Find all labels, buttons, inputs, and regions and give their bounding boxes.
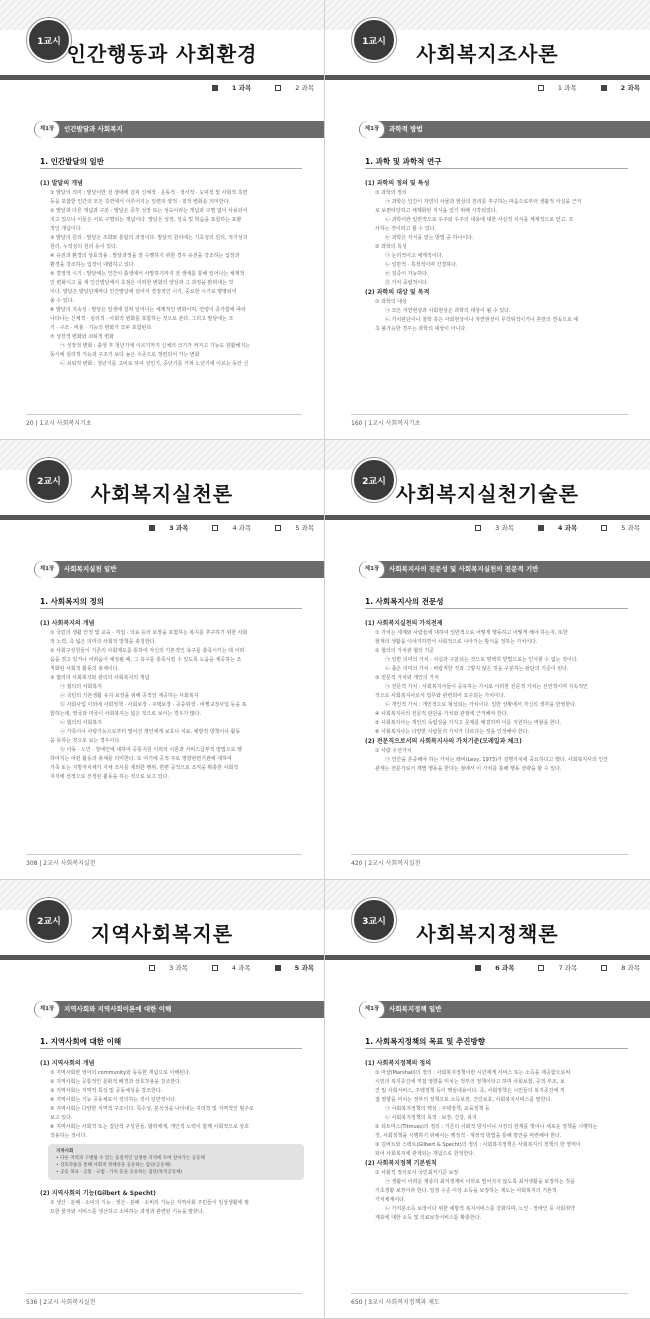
body-line: ② 티트머스(Titmuss)의 정의 : 기존의 사회적 방식이나 시장의 한계를 벗어나 새로운 정책을 시행하는 — [375, 1124, 598, 1130]
body-line: 측 불가능한 경우는 과학의 대상이 아니다. — [375, 326, 467, 332]
body-line: ③ 지역사회는 지역적 특성 및 공동체성을 강조한다. — [50, 1088, 163, 1094]
checkbox-icon — [475, 965, 481, 971]
subject-tab: 1 과목 — [526, 84, 577, 92]
body-line: 가족 또는 지방자치체가 자체 조사를 제외한 행위. 한편 공적으로 조직을 확충한 사회적 — [50, 765, 239, 771]
body-line: ① 과학의 정의 — [375, 190, 407, 196]
body-line: 환경을 강조하는 입장이 대립하고 있다. — [50, 262, 136, 268]
body-line: ⑦ 성장적 변화와 쇠퇴적 변화 — [50, 334, 114, 340]
title-rule — [0, 955, 324, 960]
chapter-bar — [359, 561, 650, 578]
section-rule — [40, 608, 302, 609]
book-page — [325, 880, 650, 1319]
body-line: ② 사회구성원들이 기존의 사회제도를 통하여 자신의 기본적인 욕구를 충족시키는 데 어려 — [50, 648, 245, 654]
body-line: 함하는데, 영국과 미국이 사회복지는 넓은 것으로 보이는 경우가 많다. — [50, 711, 202, 717]
checkbox-icon — [212, 965, 218, 971]
subject-tabs — [125, 523, 314, 532]
checkbox-icon — [538, 85, 544, 91]
subsection-heading: (1) 발달의 개념 — [40, 180, 83, 187]
body-line: 가치체계이다. — [375, 1197, 406, 1203]
page-body — [365, 178, 630, 333]
body-line: ① 사람 우선가치 — [375, 748, 412, 754]
subsection-heading: (1) 사회복지의 개념 — [40, 620, 95, 627]
body-line: 을 뜻하는 것으로 보는 경우이다. — [50, 738, 121, 744]
chapter-bar — [34, 121, 324, 138]
body-line: ① 마샬(Marshall)의 정의 : 사회복지정책이란 시민에게 서비스 또는 소득을 제공함으로써 — [375, 1070, 571, 1076]
page-footer: 20 | 1교시 사회복지기초 — [26, 420, 92, 427]
body-line: ⑤ 지역사회는 다양한 지역적 구조이다. 특수성, 분석성을 나타내는 지리적 및 지역적인 범주로 — [50, 1106, 254, 1112]
section-heading: 1. 인간발달의 일반 — [40, 157, 105, 166]
body-line: ③ 협의의 사회복지와 광의의 사회복지의 개념 — [50, 675, 150, 681]
body-line: ㉡ 가처분소득 보장이다 위한 예방적 복지서비스를 강화하며, 노인 · 장애인 등 사회취약 — [385, 1206, 575, 1212]
subject-tabs — [188, 83, 314, 92]
body-line: 작용하는 것이다. — [50, 1133, 87, 1139]
checkbox-icon — [601, 525, 607, 531]
body-line: 것으로 사회복지사로서 업무와 관련되어 요구되는 가치이다. — [375, 693, 506, 699]
body-line: ⓑ 사회사업 이외에 사회정책 · 사회보장 · 주택보장 · 공중위생 · 비행교정사업 등을 포 — [60, 702, 247, 708]
body-line: 직화된 사회적 활동의 총체이다. — [50, 666, 120, 672]
chapter-bar — [359, 1001, 650, 1018]
section-rule — [40, 1048, 302, 1049]
page-title: 사회복지정책론 — [416, 922, 559, 946]
body-line: ㉡ 협의의 사회복지 — [60, 720, 102, 726]
subject-tab: 1 과목 — [200, 84, 251, 92]
page-footer: 308 | 2교시 사회복지실천 — [26, 860, 96, 867]
page-title: 인간행동과 사회환경 — [66, 42, 258, 66]
subject-tab: 7 과목 — [526, 964, 577, 972]
body-line: 사하는 것이라고 할 수 있다. — [375, 226, 437, 232]
body-line: 인 변화이고 몸 세 인간발달에서 초점은 이러한 변화의 양상과 그 과정을 밝혀내는 것 — [50, 280, 234, 286]
chapter-badge: 제1장 — [34, 121, 60, 138]
subject-tab: 5 과목 — [589, 524, 640, 532]
body-line: 이다. 발달은 발달단계마다 인간발달에 있어서 결정적인 시기, 중요한 시기로 명명되어 — [50, 289, 237, 295]
subsection-heading: (2) 전문직으로서의 사회복지사의 가치기준(모레일과 체크) — [365, 738, 522, 745]
body-line: ㉠ 논리적이고 체계적이다. — [385, 253, 444, 259]
checkbox-icon — [149, 525, 155, 531]
subject-tab: 4 과목 — [526, 524, 577, 532]
title-rule — [0, 75, 324, 80]
box-line: • 상호작용을 통해 사회적 정체성을 공유하는 집단(공동체) — [56, 1163, 171, 1168]
body-line: 지고 있으나 이들은 서로 구별되는 개념이다. 발달은 성장, 성숙 및 학습을 포함하는 포괄 — [50, 217, 242, 223]
session-badge: 1교시 — [352, 18, 396, 62]
checkbox-icon — [475, 525, 481, 531]
section-heading: 1. 사회복지의 정의 — [40, 597, 105, 606]
subject-tabs — [451, 963, 640, 972]
body-line: ㉠ 성장적 변화 : 출생 후 청년기에 이르기까지 신체의 크기가 커지고 기능도 원활해지는 — [60, 343, 250, 349]
checkbox-icon — [149, 965, 155, 971]
page-footer: 650 | 3교시 사회복지정책과 제도 — [351, 1299, 440, 1306]
body-line: ㉡ 쇠퇴적 변화 : 청년기를 고비로 하여 성인기, 중년기를 거쳐 노년기에 이르는 동안 신 — [60, 361, 249, 367]
body-line: 기 · 구조 · 비율 · 기능의 변화가 모두 포함된다. — [50, 325, 153, 331]
box-line: • 공동 목표 · 공통 · 규범 · 가치 등을 공유하는 집단(목적공동체) — [56, 1170, 183, 1175]
session-badge: 3교시 — [352, 898, 396, 942]
body-line: 건 및 사회서비스, 주택정책 등이 핵심내용이다. 즉, 사회정책은 시민들의 복지증진에 직 — [375, 1088, 565, 1094]
subsection-heading: (2) 사회복지정책 기본원칙 — [365, 1160, 437, 1167]
box-title: 지역사회 — [56, 1149, 74, 1154]
chapter-title: 사회복지실천 일반 — [64, 565, 117, 573]
section-rule — [40, 168, 302, 169]
chapter-title: 사회복지사의 전문성 및 사회복지실천의 전문적 기반 — [389, 565, 539, 573]
page-footer: 420 | 2교시 사회복지실천 — [351, 860, 421, 867]
body-line: ㉣ 가치 중립적이다. — [385, 280, 429, 286]
body-line: ㉢ 검증이 가능하다. — [385, 271, 429, 277]
chapter-badge: 제1장 — [34, 1001, 60, 1018]
body-line: ⑥ 발달의 지속성 : 발달은 일생에 걸쳐 일어나는 체계적인 변화이며, 연령이 증가함에 따라 — [50, 307, 246, 313]
section-rule — [365, 608, 628, 609]
body-line: ㉠ 협의의 사회복지 — [60, 684, 102, 690]
title-rule — [325, 955, 650, 960]
body-line: ④ 유전과 환경의 상호작용 : 발달과정을 잘 수행하기 위한 경우 유전을 강조하는 입장과 — [50, 253, 240, 259]
body-line: ㉠ 모든 자연현상과 사회현상은 과학의 대상이 될 수 있다. — [385, 308, 511, 314]
footer-rule — [351, 414, 628, 415]
book-page — [0, 440, 325, 880]
subject-tab: 3 과목 — [463, 524, 514, 532]
subsection-heading: (2) 지역사회의 기능(Gilbert & Specht) — [40, 1190, 156, 1197]
body-line: 보고 있다. — [50, 1115, 73, 1121]
page-title: 지역사회복지론 — [90, 922, 234, 946]
subject-tab: 6 과목 — [463, 964, 514, 972]
body-line: 로 보편타당하고 체계화된 지식을 얻기 위해 시작되었다. — [375, 208, 498, 214]
book-page — [325, 0, 650, 440]
subject-tab: 3 과목 — [137, 964, 188, 972]
checkbox-icon — [275, 525, 281, 531]
body-line: 적인 개념이다. — [50, 226, 83, 232]
checkbox-icon — [538, 525, 544, 531]
book-page — [0, 880, 325, 1319]
subject-tab: 5 과목 — [263, 524, 314, 532]
page-title: 사회복지실천기술론 — [396, 482, 579, 506]
footer-rule — [351, 1293, 628, 1294]
chapter-title: 인간발달과 사회복지 — [64, 125, 123, 133]
body-line: 원리, 누적성의 원리 등이 있다. — [50, 244, 118, 250]
body-line: 기초생활 보장이라 한다. 일정 수준 이상 소득을 보장하는 제도는 사회복지의 기본적 — [375, 1188, 557, 1194]
section-rule — [365, 168, 628, 169]
body-line: ㉠ 인간을 존중해야 하는 가치는 레비(Levy, 1973)가 설명가치에 중요하다고 했다. 사회복지사의 인간 — [385, 757, 609, 763]
body-line: ① 사회적 정의로서 국민최저기준 보장 — [375, 1170, 459, 1176]
section-heading: 1. 과학 및 과학적 연구 — [365, 157, 442, 166]
body-line: 적 노력, 즉 넓은 의미의 사회적 방책을 총칭한다. — [50, 639, 157, 645]
body-line: ③ 발달의 원리 : 발달은 조화와 통합의 과정이다. 발달의 원리에는 기초성의 원리, 적기성의 — [50, 235, 248, 241]
body-line: ㉠ 사회복지정책의 핵심 : 주택정책, 교육정책 등 — [385, 1106, 490, 1112]
body-line: ㉡ 과학이란 일반적으로 우주와 우주의 내용에 대한 사실적 지식을 체계적으로 얻고, 조 — [385, 217, 574, 223]
subject-tab: 5 과목 — [263, 964, 314, 972]
body-line: 되어 사회복지에 관계되는 개념으로 한정한다. — [375, 1151, 475, 1157]
body-line: 요한 물자와 서비스를 생산하고 소비하는 과정과 관련된 기능을 말한다. — [50, 1209, 205, 1215]
body-line: ① 발달의 의미 : 발달이란 전 생애에 걸쳐 신체적 · 운동적 · 정서적 · 도덕적 및 사회적 측면 — [50, 190, 248, 196]
subject-tab: 3 과목 — [137, 524, 188, 532]
body-line: ② 발달과 다른 개념과 구분 : 발달은 증후 성장 또는 성숙이라는 개념과 구별 없이 사용되어 — [50, 208, 248, 214]
title-rule — [325, 515, 650, 520]
page-body — [365, 1058, 630, 1222]
body-line: 나타나는 신체적 · 심리적 · 사회적 변화를 포함하는 것으로 본다. 그리고 발달에는 크 — [50, 316, 234, 322]
session-badge: 2교시 — [27, 898, 71, 942]
chapter-badge: 제1장 — [34, 561, 60, 578]
checkbox-icon — [275, 85, 281, 91]
subsection-heading: (1) 지역사회의 개념 — [40, 1060, 95, 1067]
page-title: 사회복지실천론 — [90, 482, 234, 506]
body-line: ② 과학의 특성 — [375, 244, 407, 250]
body-line: ⓐ 국민의 기본생활 유지·보장을 위해 공적인 제공하는 사회복지 — [60, 693, 199, 699]
body-line: ㉡ 개인적 가치 : 개인적으로 형성되는 가치이다. 일반 상황에서 자신의 생각을 반영한다. — [385, 702, 577, 708]
body-line: 지식에 선정으로 선정된 활동을 하는 것으로 보고 있다. — [50, 774, 169, 780]
body-line: ⑤ 결정적 시기 : 발달에는 인간이 출생에서 사망하기까지 전 생애를 통해 일어나는 체계적 — [50, 271, 245, 277]
body-line: ㉢ 과학은 지식을 얻는 방법 중 하나이다. — [385, 235, 474, 241]
body-line: ㉠ 과학은 인간이 자연의 사물과 현상의 원리를 추구하는 마음으로부터 생활적 사실을 근거 — [385, 199, 582, 205]
chapter-bar — [34, 561, 324, 578]
body-line: 움을 겪고 있거나 어려움이 예상될 때, 그 욕구를 충족시킬 수 있도록 도움을 제공하는 조 — [50, 657, 242, 663]
body-line: 하여지는 어떤 활동의 총체를 의미한다. 또 여기에 공적 주로 영향관련기관에 대하여 — [50, 756, 232, 762]
body-line: ① 생산 · 분배 · 소비의 기능 : 생산 · 분배 · 소비의 기능은 지역사회 주민들이 일상생활에 필 — [50, 1200, 249, 1206]
body-line: ⑥ 사회복지사는 다양한 사람들의 가치가 다르다는 것을 인정해야 한다. — [375, 729, 530, 735]
session-badge: 1교시 — [27, 18, 71, 62]
page-footer: 536 | 2교시 사회복지실천 — [26, 1299, 96, 1306]
section-heading: 1. 사회복지정책의 목표 및 추진방향 — [365, 1037, 485, 1046]
book-page — [0, 0, 325, 440]
chapter-bar — [34, 1001, 324, 1018]
body-line: ⓑ 아동 · 노인 · 장애인에 대하여 공통지원 이외의 이론과 서비스급부적 방법으로 행 — [60, 747, 242, 753]
chapter-title: 지역사회와 지역사회이론에 대한 이해 — [64, 1005, 172, 1013]
session-badge: 2교시 — [352, 458, 396, 502]
body-line: ① 가치는 세계와 사람들에 대하여 일반적으로 어떻게 행동하고 어떻게 해야 하는지, 또한 — [375, 630, 568, 636]
subject-tabs — [125, 963, 314, 972]
subject-tabs — [514, 83, 640, 92]
body-line: ① 국민의 생활 안정 및 교육 · 직업 · 의료 등의 보장을 포함하는 복지를 추구하기 위한 사회 — [50, 630, 248, 636]
body-line: 등을 포함한 인간의 모든 측면에서 이루어지는 일련의 양적 · 질적 변화를 의미한다. — [50, 199, 231, 205]
subject-tab: 8 과목 — [589, 964, 640, 972]
subsection-heading: (1) 과학의 정의 및 특성 — [365, 180, 430, 187]
chapter-badge: 제1장 — [359, 1001, 385, 1018]
body-line: 올 수 있다. — [50, 298, 75, 304]
body-line: 시민의 복지증진에 직접 영향을 미치는 정부의 정책이라고 하며 사회보험, 공적 부조, 보 — [375, 1079, 565, 1085]
section-heading: 1. 지역사회에 대한 이해 — [40, 1037, 122, 1046]
book-page — [325, 440, 650, 880]
footer-rule — [26, 414, 302, 415]
checkbox-icon — [275, 965, 281, 971]
body-line: 관계는 전문가로서 개별 행동을 한다는 점에서 이 가치를 통해 행동 전략을 할 수 있다. — [375, 766, 562, 772]
body-line: ③ 전문적 가치와 개인의 가치 — [375, 675, 439, 681]
subject-tab: 4 과목 — [200, 524, 251, 532]
checkbox-icon — [601, 85, 607, 91]
subject-tab: 2 과목 — [263, 84, 314, 92]
body-line: ① 지역사회란 영어의 community와 동등한 개념으로 이해된다. — [50, 1070, 191, 1076]
body-line: 것, 사회정책을 시행하기 위해서는 행정적 · 재정적 방법을 통해 방안을 마련해야 한다. — [375, 1133, 562, 1139]
body-line: ③ 길버트와 스펙트(Gilbert & Specht)의 정의 : 사회복지정책은 사회복지의 정책의 한 영역이 — [375, 1142, 581, 1148]
page-body — [365, 618, 630, 773]
footer-rule — [26, 854, 302, 855]
body-line: ④ 사회복지사의 전문적 판단을 가치와 관점에 근거해야 한다. — [375, 711, 509, 717]
subject-tab: 2 과목 — [589, 84, 640, 92]
summary-box — [48, 1144, 304, 1180]
checkbox-icon — [212, 525, 218, 531]
session-badge: 2교시 — [27, 458, 71, 502]
subsection-heading: (1) 사회복지실천의 가치전제 — [365, 620, 443, 627]
body-line: ㉠ 일반 의미의 가치 : 사실과 구분되는 것으로 명백히 방법으로는 인식할 수 없는 것이다. — [385, 657, 579, 663]
chapter-title: 과학적 방법 — [389, 125, 423, 133]
body-line: ㉠ 생활이 어려운 계층의 최저생계비 이하로 떨어지지 않도록 최저생활을 보장하는 것을 — [385, 1179, 575, 1185]
body-line: ⓐ 가족이나 사랑가능으로부터 멀어진 개인에게 보호나 치료, 예방적 방책이나 활동 — [60, 729, 241, 735]
body-line: ⑥ 지역사회는 사회적 또는 집단적 구성원들, 협력체계, 개인적 노력이 함께 사회적으로 상호 — [50, 1124, 250, 1130]
body-line: ① 과학의 대상 — [375, 299, 407, 305]
body-line: 계층에 대한 소득 및 의료보장서비스를 확충한다. — [375, 1215, 482, 1221]
subsection-heading: (1) 사회복지정책의 정의 — [365, 1060, 432, 1067]
body-line: ㉡ 일반적 · 특정적이며 간결하다. — [385, 262, 458, 268]
page-body — [40, 618, 304, 781]
subject-tabs — [451, 523, 640, 532]
checkbox-icon — [601, 965, 607, 971]
footer-rule — [351, 854, 628, 855]
body-line: 현재의 생활을 이야기하면서 사회적으로 나아가는 방식을 정하는 가치이다. — [375, 639, 538, 645]
chapter-badge: 제1장 — [359, 561, 385, 578]
subject-tab: 4 과목 — [200, 964, 251, 972]
title-rule — [0, 515, 324, 520]
footer-rule — [26, 1293, 302, 1294]
body-line: ⑤ 사회복지사는 개인의 독립성을 가지고 문제를 해결하며 이를 지원하는 역할을 한다. — [375, 720, 562, 726]
body-line: ㉠ 전문적 가치 : 사회복지사들이 공유하는 가치로 이러한 전문적 가치는 선언적이며 지속적인 — [385, 684, 588, 690]
section-heading: 1. 사회복지사의 전문성 — [365, 597, 444, 606]
checkbox-icon — [538, 965, 544, 971]
chapter-bar — [359, 121, 650, 138]
body-line: 동시에 심리적 기능과 구조가 보다 높은 수준으로 정련되어 가는 변화 — [50, 352, 200, 358]
title-rule — [325, 75, 650, 80]
page-title: 사회복지조사론 — [416, 42, 559, 66]
chapter-title: 사회복지정책 일반 — [389, 1005, 442, 1013]
body-line: ㉡ 좁은 의미의 가치 : 바람직한 것과 그렇지 않은 것을 구분하는 판단의 기준이 된다. — [385, 666, 569, 672]
page-body — [40, 1058, 304, 1216]
body-line: ② 지역사회는 공통적인 문화적 배경과 상호작용을 강조한다. — [50, 1079, 182, 1085]
subsection-heading: (2) 과학의 대상 및 목적 — [365, 289, 430, 296]
box-line: • 다른 지역과 구별될 수 있는 동질적인 일정한 지역에 모여 살아가는 공동체 — [56, 1156, 205, 1161]
body-line: ② 협의의 가치관 협의 기준 — [375, 648, 435, 654]
page-body — [40, 178, 304, 368]
checkbox-icon — [212, 85, 218, 91]
page-footer: 160 | 1교시 사회복지기초 — [351, 420, 421, 427]
body-line: ㉡ 사회복지정책의 목적 : 보장, 건강, 복지 — [385, 1115, 477, 1121]
body-line: ④ 지역사회는 기능 공동체로서 정의하는 것이 일반적이다. — [50, 1097, 177, 1103]
section-rule — [365, 1048, 628, 1049]
body-line: ㉡ 가치판단이나 철학 혹은 사회현상이나 자연현상이 무작위적이거나 혼란의 연속으로 예 — [385, 317, 579, 323]
chapter-badge: 제1장 — [359, 121, 385, 138]
body-line: 접 영향을 미치는 정부의 정책으로 소득보장, 건강보호, 사회복지서비스를 말한다. — [375, 1097, 552, 1103]
